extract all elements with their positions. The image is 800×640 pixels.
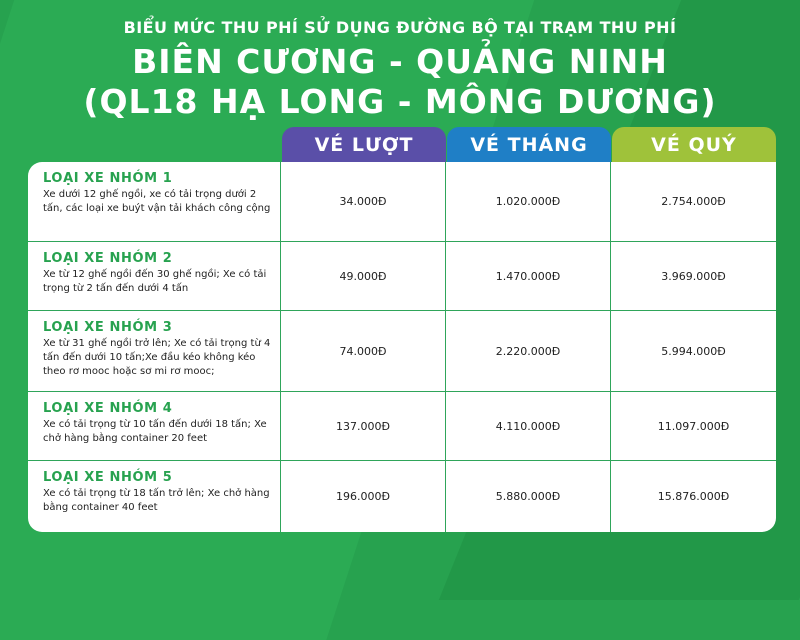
- category-label: LOẠI XE NHÓM 2: [43, 251, 173, 266]
- category-description: Xe từ 12 ghế ngồi đến 30 ghế ngồi; Xe có tải trọng từ 2 tấn đến dưới 4 tấn: [43, 269, 267, 294]
- category-label: LOẠI XE NHÓM 5: [43, 470, 173, 485]
- price-ve-quy: 5.994.000Đ: [661, 344, 726, 358]
- price-ve-quy: 11.097.000Đ: [657, 419, 730, 433]
- price-ve-luot: 74.000Đ: [281, 311, 446, 391]
- price-ve-quy: 15.876.000Đ: [657, 490, 730, 503]
- row-description-cell: [28, 311, 281, 391]
- category-label: LOẠI XE NHÓM 4: [43, 401, 173, 416]
- table-row: [28, 392, 776, 461]
- price-ve-quy: 3.969.000Đ: [661, 269, 726, 283]
- price-ve-thang: 1.020.000Đ: [446, 162, 611, 241]
- price-ve-luot: 137.000Đ: [281, 392, 446, 460]
- category-description: Xe có tải trọng từ 10 tấn đến dưới 18 tấn; Xe chở hàng bằng container 20 feet: [43, 419, 267, 444]
- row-description-cell: [28, 162, 281, 241]
- table-row: [28, 461, 776, 532]
- category-description: Xe từ 31 ghế ngồi trở lên; Xe có tải trọng từ 4 tấn đến dưới 10 tấn;Xe đầu kéo không kéo theo rơ mooc hoặc sơ mi rơ mooc;: [43, 338, 271, 377]
- page-title-line2: (QL18 HẠ LONG - MÔNG DƯƠNG): [83, 82, 717, 121]
- price-ve-thang: 5.880.000Đ: [446, 461, 611, 532]
- category-label: LOẠI XE NHÓM 1: [43, 171, 173, 186]
- row-description-cell: [28, 392, 281, 460]
- column-header-ve-quy: VÉ QUÝ: [612, 127, 776, 162]
- table-row: [28, 162, 776, 242]
- category-description: Xe dưới 12 ghế ngồi, xe có tải trọng dưới 2 tấn, các loại xe buýt vận tải khách công cộng: [43, 189, 271, 214]
- row-description-cell: [28, 242, 281, 310]
- price-ve-luot: 34.000Đ: [281, 162, 446, 241]
- fee-table: [28, 162, 776, 532]
- price-ve-luot: 49.000Đ: [281, 242, 446, 310]
- price-ve-thang: 4.110.000Đ: [446, 392, 611, 460]
- price-ve-thang: 1.470.000Đ: [446, 242, 611, 310]
- column-header-ve-luot: VÉ LƯỢT: [282, 127, 446, 162]
- table-row: [28, 311, 776, 392]
- page-title-line1: BIÊN CƯƠNG - QUẢNG NINH: [132, 42, 668, 81]
- price-ve-thang: 2.220.000Đ: [446, 311, 611, 391]
- price-ve-luot: 196.000Đ: [281, 461, 446, 532]
- column-header-ve-thang: VÉ THÁNG: [447, 127, 611, 162]
- page-subtitle: BIỂU MỨC THU PHÍ SỬ DỤNG ĐƯỜNG BỘ TẠI TRẠM THU PHÍ: [123, 18, 677, 37]
- category-label: LOẠI XE NHÓM 3: [43, 320, 173, 335]
- row-description-cell: [28, 461, 281, 532]
- price-ve-quy: 2.754.000Đ: [661, 195, 726, 208]
- table-row: [28, 242, 776, 311]
- category-description: Xe có tải trọng từ 18 tấn trở lên; Xe chở hàng bằng container 40 feet: [43, 488, 270, 513]
